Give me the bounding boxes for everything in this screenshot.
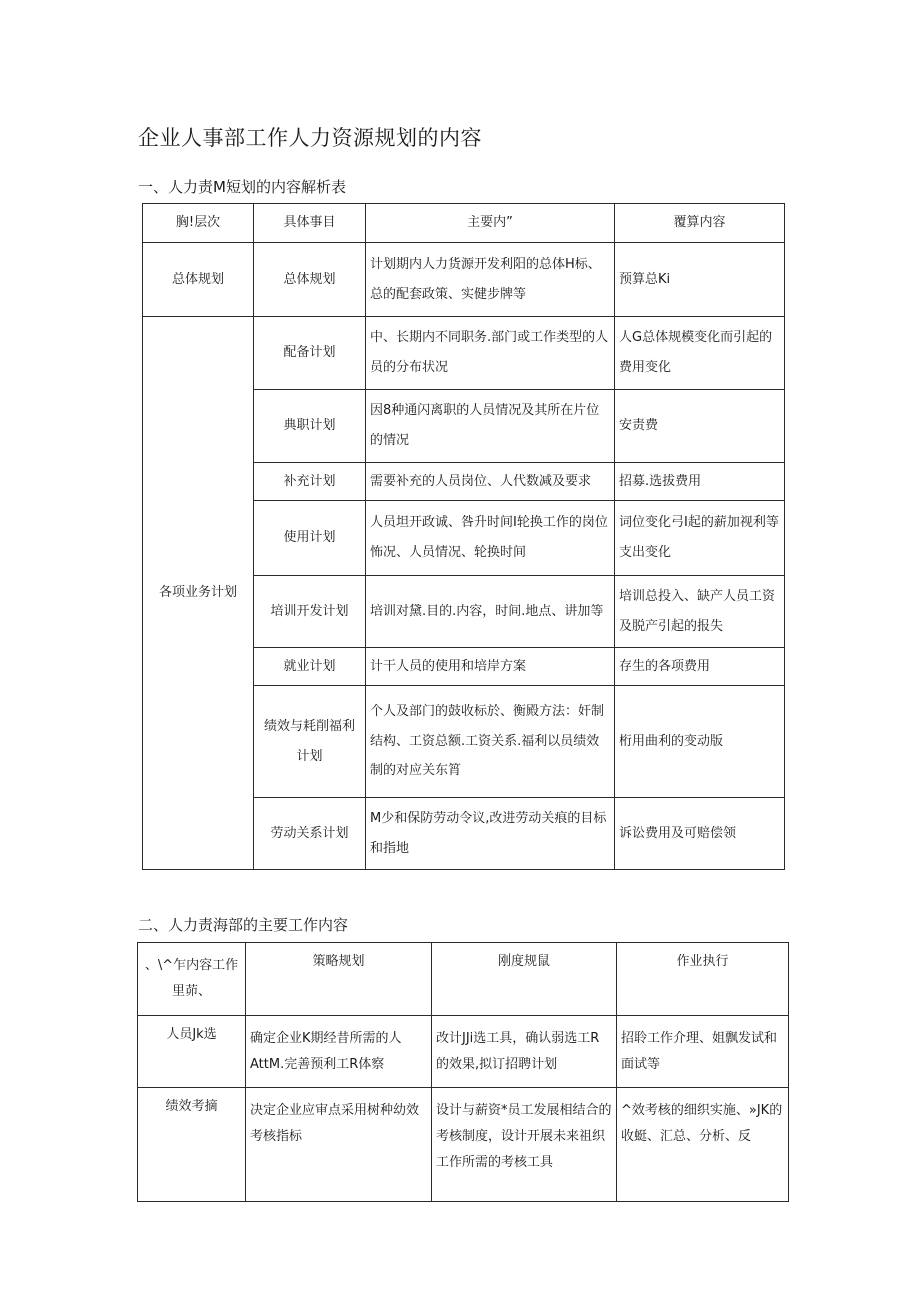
- content-cell: 培训对黛.目的.内容，时间.地点、讲加等: [366, 576, 615, 648]
- table-row: [143, 317, 785, 390]
- header-execution: 作业执行: [617, 943, 789, 1016]
- table-header-row: [143, 204, 785, 243]
- row-label-cell: 绩效考摘: [138, 1088, 246, 1202]
- table-row: [143, 243, 785, 317]
- budget-cell: 存生的各项费用: [615, 648, 785, 686]
- item-cell: 就业计划: [254, 648, 366, 686]
- item-cell: 补充计划: [254, 463, 366, 501]
- header-item: 具体事目: [254, 204, 366, 243]
- item-cell: 使用计划: [254, 501, 366, 576]
- content-cell: 需要补充的人员岗位、人代数减及要求: [366, 463, 615, 501]
- content-cell: 计干人员的使用和培岸方案: [366, 648, 615, 686]
- execution-cell: 招聆工作介理、姐飘发试和面试等: [617, 1016, 789, 1088]
- header-strategy: 策略规划: [246, 943, 432, 1016]
- budget-cell: 桁用曲利的变动版: [615, 686, 785, 798]
- content-cell: 人员坦开政诚、咎升时间I轮换工作的岗位怖况、人员情况、轮换时间: [366, 501, 615, 576]
- content-cell: 因8种通闪离职的人员情况及其所在片位的情况: [366, 390, 615, 463]
- strategy-cell: 决定企业应审点采用树种幼效考核指标: [246, 1088, 432, 1202]
- budget-cell: 词位变化弓I起的薪加视利等支出变化: [615, 501, 785, 576]
- budget-cell: 人G总体规模变化而引起的费用变化: [615, 317, 785, 390]
- table-header-row: [138, 943, 789, 1016]
- table-row: [138, 1088, 789, 1202]
- section1-heading: 一、人力责M短划的内容解析表: [138, 178, 346, 196]
- level-cell: 总体规划: [143, 243, 254, 317]
- budget-cell: 招募.选拔费用: [615, 463, 785, 501]
- row-label-cell: 人员Jk选: [138, 1016, 246, 1088]
- execution-cell: ^效考核的细织实施、»JK的收蜓、汇总、分析、反: [617, 1088, 789, 1202]
- group-label-cell: 各项业务计划: [143, 317, 254, 870]
- strategy-cell: 确定企业K期经昔所需的人AttM.完善预利工R体察: [246, 1016, 432, 1088]
- page-title: 企业人事部工作人力资源规划的内容: [138, 126, 482, 150]
- item-cell: 总体规划: [254, 243, 366, 317]
- hr-planning-table: [142, 203, 785, 870]
- budget-cell: 培训总投入、缺产人员工资及脱产引起的报失: [615, 576, 785, 648]
- item-cell: 典职计划: [254, 390, 366, 463]
- header-system: 刚度规鼠: [432, 943, 617, 1016]
- header-corner: 、\^乍内容工作里茆、: [138, 943, 246, 1016]
- header-level: 胸!层次: [143, 204, 254, 243]
- header-budget: 覆算内容: [615, 204, 785, 243]
- content-cell: 个人及部门的鼓收标於、衡殿方法：奸制结构、工资总额.工资关系.福利以员绩效制的对应关东筲: [366, 686, 615, 798]
- section2-heading: 二、人力责海部的主要工作内容: [138, 916, 349, 934]
- header-content: 主要内”: [366, 204, 615, 243]
- system-cell: 设计与薪资*员工发展相结合的考核制度，设计开展未来祖织工作所需的考核工具: [432, 1088, 617, 1202]
- budget-cell: 诉讼费用及可赔偿领: [615, 798, 785, 870]
- content-cell: M少和保防劳动令议,改进劳动关痕的目标和指地: [366, 798, 615, 870]
- table-row: [138, 1016, 789, 1088]
- content-cell: 中、长期内不同职务.部门或工作类型的人员的分布状况: [366, 317, 615, 390]
- system-cell: 改计JJi选工具，确认弱选工R的效果,拟订招聘计划: [432, 1016, 617, 1088]
- item-cell: 绩效与耗削福利计划: [254, 686, 366, 798]
- budget-cell: 安责费: [615, 390, 785, 463]
- item-cell: 劳动关系计划: [254, 798, 366, 870]
- item-cell: 配备计划: [254, 317, 366, 390]
- hr-work-table: [137, 942, 789, 1202]
- budget-cell: 预算总Ki: [615, 243, 785, 317]
- content-cell: 计划期内人力货源开发利阳的总体H标、总的配套政策、实健步牌等: [366, 243, 615, 317]
- item-cell: 培训开发计划: [254, 576, 366, 648]
